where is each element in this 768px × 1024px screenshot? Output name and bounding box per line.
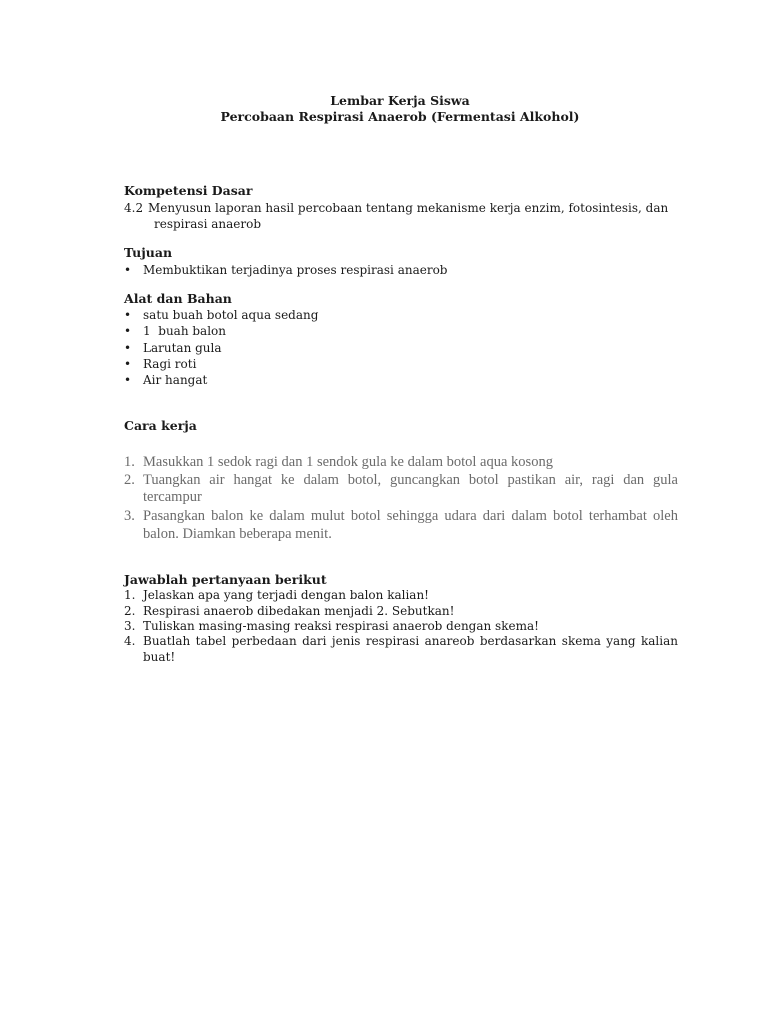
question-number: 4. <box>124 634 136 648</box>
tujuan-item-text: Membuktikan terjadinya proses respirasi anaerob <box>143 263 448 277</box>
bullet-icon: • <box>124 373 132 387</box>
bullet-icon: • <box>124 308 132 322</box>
question-number: 1. <box>124 588 136 602</box>
alat-item <box>124 323 226 339</box>
alat-item-text: Ragi roti <box>143 357 197 371</box>
kd-heading: Kompetensi Dasar <box>124 183 253 198</box>
title-line-2: Percobaan Respirasi Anaerob (Fermentasi Alkohol) <box>220 109 580 124</box>
question-item <box>124 633 678 649</box>
cara-step-number: 1. <box>124 454 135 470</box>
question-item <box>124 603 454 619</box>
tujuan-item <box>124 262 447 278</box>
cara-step-number: 3. <box>124 508 135 524</box>
question-number: 3. <box>124 619 136 633</box>
alat-heading: Alat dan Bahan <box>124 291 232 306</box>
cara-step-number: 2. <box>124 472 135 488</box>
question-number: 2. <box>124 604 136 618</box>
kd-text-line-1: Menyusun laporan hasil percobaan tentang mekanisme kerja enzim, fotosintesis, dan <box>148 201 669 215</box>
bullet-icon: • <box>124 357 132 371</box>
cara-step-text-cont: balon. Diamkan beberapa menit. <box>143 526 332 542</box>
question-text: Respirasi anaerob dibedakan menjadi 2. Sebutkan! <box>143 604 455 618</box>
cara-step-text: Pasangkan balon ke dalam mulut botol sehingga udara dari dalam botol terhambat oleh <box>143 508 678 524</box>
alat-item-text: satu buah botol aqua sedang <box>143 308 319 322</box>
bullet-icon: • <box>124 263 132 277</box>
question-text: Tuliskan masing-masing reaksi respirasi anaerob dengan skema! <box>143 619 539 633</box>
alat-item-text: 1 buah balon <box>143 324 226 338</box>
pertanyaan-heading: Jawablah pertanyaan berikut <box>124 572 327 587</box>
question-item <box>124 618 539 634</box>
alat-item <box>124 372 207 388</box>
kd-number: 4.2 <box>124 201 144 215</box>
alat-item <box>124 307 318 323</box>
cara-step-text: Masukkan 1 sedok ragi dan 1 sendok gula ke dalam botol aqua kosong <box>143 454 553 470</box>
cara-heading: Cara kerja <box>124 418 197 433</box>
alat-item <box>124 340 222 356</box>
bullet-icon: • <box>124 341 132 355</box>
kd-text-line-2: respirasi anaerob <box>154 217 261 231</box>
bullet-icon: • <box>124 324 132 338</box>
title-line-1: Lembar Kerja Siswa <box>330 93 470 108</box>
question-text: Buatlah tabel perbedaan dari jenis respirasi anareob berdasarkan skema yang kalian <box>143 634 678 648</box>
alat-item-text: Air hangat <box>143 373 208 387</box>
cara-step-text: Tuangkan air hangat ke dalam botol, guncangkan botol pastikan air, ragi dan gula <box>143 472 678 488</box>
alat-item-text: Larutan gula <box>143 341 222 355</box>
question-text-cont: buat! <box>143 650 176 664</box>
tujuan-heading: Tujuan <box>124 245 173 260</box>
question-text: Jelaskan apa yang terjadi dengan balon kalian! <box>143 588 430 602</box>
cara-step-text-cont: tercampur <box>143 489 202 505</box>
question-item <box>124 587 429 603</box>
alat-item <box>124 356 196 372</box>
